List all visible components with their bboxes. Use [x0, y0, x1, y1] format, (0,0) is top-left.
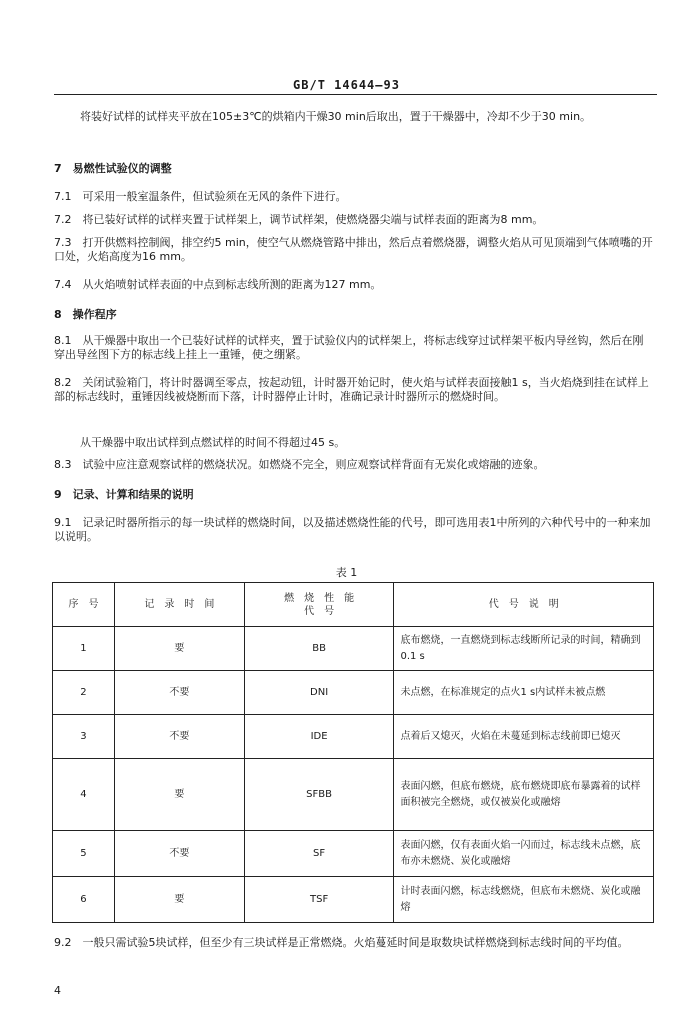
burning-code-table [52, 582, 654, 923]
cell-record: 要 [114, 877, 244, 923]
paragraph-8-2-note: 从干燥器中取出试样到点燃试样的时间不得超过45 s。 [80, 436, 346, 449]
header-burning-code-line2: 代 号 [304, 605, 335, 617]
table-row [53, 671, 654, 715]
table-row [53, 715, 654, 759]
header-record-time: 记 录 时 间 [114, 583, 244, 627]
paragraph-drying: 将装好试样的试样夹平放在105±3℃的烘箱内干燥30 min后取出，置于干燥器中，冷却不少于30 min。 [80, 110, 592, 123]
paragraph-7-3: 7.3 打开供燃料控制阀，排空约5 min，使空气从燃烧管路中排出，然后点着燃烧器，调整火焰从可见顶端到气体喷嘴的开口处，火焰高度为16 mm。 [54, 236, 653, 264]
cell-record: 不要 [114, 671, 244, 715]
table-row [53, 759, 654, 831]
paragraph-7-1: 7.1 可采用一般室温条件，但试验须在无风的条件下进行。 [54, 190, 347, 203]
section-8-title: 8 操作程序 [54, 308, 117, 321]
table-row [53, 627, 654, 671]
header-burning-code [244, 583, 394, 627]
cell-number: 6 [53, 877, 115, 923]
cell-record: 要 [114, 759, 244, 831]
header-number: 序 号 [53, 583, 115, 627]
cell-code: SF [244, 831, 394, 877]
cell-code: IDE [244, 715, 394, 759]
cell-record: 不要 [114, 831, 244, 877]
paragraph-9-2: 9.2 一般只需试验5块试样，但至少有三块试样是正常燃烧。火焰蔓延时间是取数块试样燃烧到标志线时间的平均值。 [54, 936, 629, 949]
cell-number: 1 [53, 627, 115, 671]
cell-description: 未点燃，在标准规定的点火1 s内试样未被点燃 [394, 671, 654, 715]
paragraph-7-4: 7.4 从火焰喷射试样表面的中点到标志线所测的距离为127 mm。 [54, 278, 382, 291]
table-header-row [53, 583, 654, 627]
paragraph-8-1: 8.1 从干燥器中取出一个已装好试样的试样夹，置于试验仪内的试样架上，将标志线穿过试样架平板内导丝钩，然后在刚穿出导丝图下方的标志线上挂上一重锤，使之绷紧。 [54, 334, 644, 362]
cell-code: DNI [244, 671, 394, 715]
paragraph-7-2: 7.2 将已装好试样的试样夹置于试样架上，调节试样架，使燃烧器尖端与试样表面的距离为8 mm。 [54, 213, 544, 226]
standard-code-header: GB/T 14644—93 [293, 78, 400, 92]
cell-record: 不要 [114, 715, 244, 759]
paragraph-8-3: 8.3 试验中应注意观察试样的燃烧状况。如燃烧不完全，则应观察试样背面有无炭化或熔融的迹象。 [54, 458, 545, 471]
cell-description: 底布燃烧，一直燃烧到标志线断所记录的时间，精确到0.1 s [394, 627, 654, 671]
cell-number: 4 [53, 759, 115, 831]
table-row [53, 877, 654, 923]
cell-code: BB [244, 627, 394, 671]
section-9-title: 9 记录、计算和结果的说明 [54, 488, 194, 501]
header-burning-code-line1: 燃 烧 性 能 [284, 592, 355, 604]
table-caption: 表 1 [335, 566, 358, 579]
cell-number: 2 [53, 671, 115, 715]
cell-description: 表面闪燃，但底布燃烧，底布燃烧即底布暴露着的试样面积被完全燃烧，或仅被炭化或融熔 [394, 759, 654, 831]
cell-description: 计时表面闪燃，标志线燃烧，但底布未燃烧、炭化或融熔 [394, 877, 654, 923]
paragraph-8-2: 8.2 关闭试验箱门，将计时器调至零点，按起动钮，计时器开始记时，使火焰与试样表面接触1 s，当火焰烧到挂在试样上部的标志线时，重锤因线被烧断而下落，计时器停止计时，准确记录计时器所示的燃烧时间。 [54, 376, 649, 404]
table-row [53, 831, 654, 877]
cell-description: 点着后又熄灭，火焰在未蔓延到标志线前即已熄灭 [394, 715, 654, 759]
paragraph-9-1: 9.1 记录记时器所指示的每一块试样的燃烧时间，以及描述燃烧性能的代号，即可选用表1中所列的六种代号中的一种来加以说明。 [54, 516, 651, 544]
cell-code: SFBB [244, 759, 394, 831]
cell-number: 3 [53, 715, 115, 759]
cell-number: 5 [53, 831, 115, 877]
cell-record: 要 [114, 627, 244, 671]
section-7-title: 7 易燃性试验仪的调整 [54, 162, 172, 175]
page-number: 4 [54, 984, 61, 997]
header-code-description: 代 号 说 明 [394, 583, 654, 627]
header-divider [54, 94, 657, 95]
cell-description: 表面闪燃，仅有表面火焰一闪而过，标志线未点燃，底布亦未燃烧、炭化或融熔 [394, 831, 654, 877]
cell-code: TSF [244, 877, 394, 923]
